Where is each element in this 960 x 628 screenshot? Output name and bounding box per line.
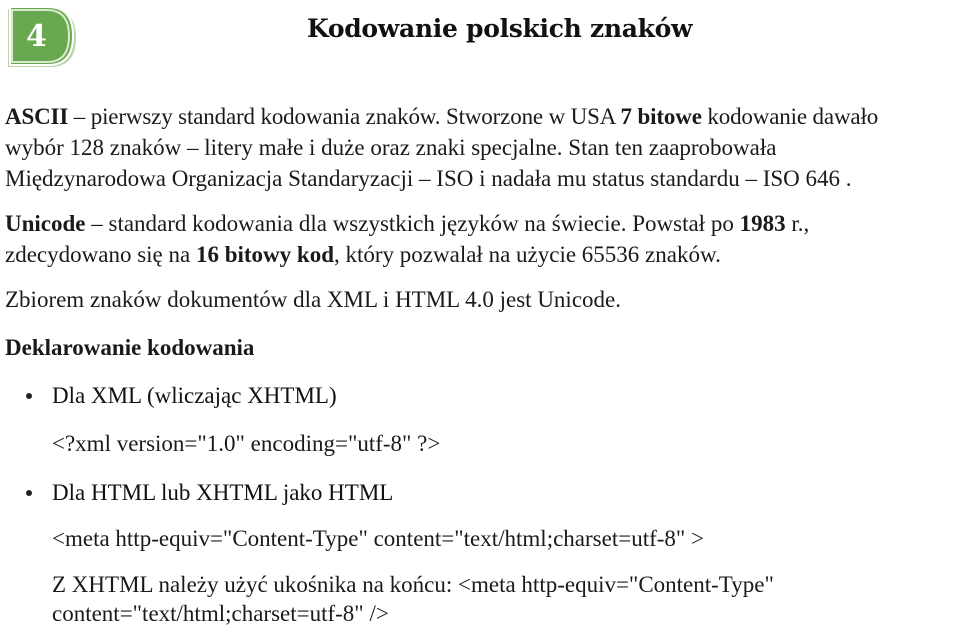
slide-number-badge	[6, 5, 78, 71]
unicode-year: 1983	[739, 211, 786, 236]
xml-declaration: <?xml version="1.0" encoding="utf-8" ?>	[52, 431, 441, 456]
html-meta-tag: <meta http-equiv="Content-Type" content="text/html;charset=utf-8" >	[52, 526, 705, 551]
ascii-paragraph	[5, 101, 878, 194]
xhtml-note-line-2: content="text/html;charset=utf-8" />	[52, 601, 389, 626]
ascii-text-a: – pierwszy standard kodowania znaków. Stworzone w USA	[68, 104, 621, 129]
charset-paragraph: Zbiorem znaków dokumentów dla XML i HTML 4.0 jest Unicode.	[5, 287, 621, 312]
ascii-bits: 7 bitowe	[620, 104, 702, 129]
unicode-bits: 16 bitowy kod	[195, 242, 334, 267]
encoding-heading: Deklarowanie kodowania	[5, 335, 255, 360]
ascii-text-b: kodowanie dawało	[701, 104, 879, 129]
page-title: Kodowanie polskich znaków	[307, 14, 693, 43]
ascii-line-3: Międzynarodowa Organizacja Standaryzacji – ISO i nadała mu status standardu – ISO 646 .	[5, 166, 852, 191]
bullet-label: Dla XML (wliczając XHTML)	[52, 383, 337, 408]
unicode-term: Unicode	[5, 211, 86, 236]
unicode-line2-a: zdecydowano się na	[5, 242, 196, 267]
unicode-text-a: – standard kodowania dla wszystkich języków na świecie. Powstał po	[85, 211, 740, 236]
unicode-paragraph	[5, 208, 809, 270]
xhtml-note	[52, 570, 774, 628]
unicode-line2-b: , który pozwalał na użycie 65536 znaków.	[334, 242, 721, 267]
unicode-text-b: r.,	[785, 211, 810, 236]
bullet-icon	[26, 393, 32, 399]
bullet-icon	[26, 490, 32, 496]
slide-number: 4	[26, 19, 47, 54]
xhtml-note-line-1: Z XHTML należy użyć ukośnika na końcu: <meta http-equiv="Content-Type"	[52, 572, 774, 597]
ascii-term: ASCII	[5, 104, 69, 129]
ascii-line-2: wybór 128 znaków – litery małe i duże oraz znaki specjalne. Stan ten zaaprobowała	[5, 135, 777, 160]
bullet-label: Dla HTML lub XHTML jako HTML	[52, 480, 394, 505]
